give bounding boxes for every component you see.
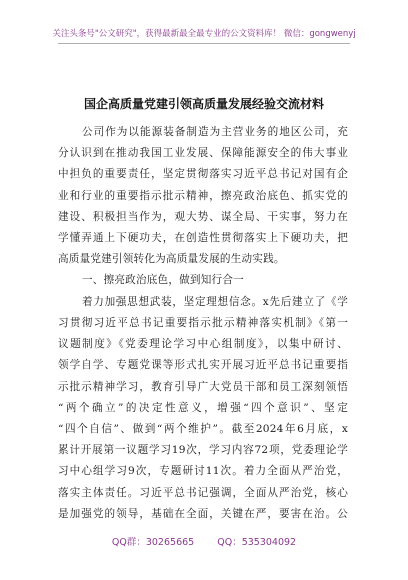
body-line: 领学自学、专题党课等形式扎实开展习近平总书记重要指 xyxy=(58,359,348,371)
body-line: 中担负的重要责任，坚定贯彻落实习近平总书记对国有企 xyxy=(58,168,348,180)
body-line: 习中心组学习9次，专题研讨11次。着力全面从严治党， xyxy=(58,465,348,477)
body-line: 建设、积极担当作为，观大势、谋全局、干实事，努力在 xyxy=(58,211,348,223)
header-divider xyxy=(58,43,350,44)
body-line: 着力加强思想武装，坚定理想信念。x先后建立了《学 xyxy=(82,296,348,308)
footer-qq-group: QQ群：30265665 xyxy=(111,537,195,548)
header-promo-note: 关注头条号"公文研究"，获得最新最全最专业的公文资料库！ 微信：gongwenyj xyxy=(52,29,356,39)
section-heading: 一、擦亮政治底色，做到知行合一 xyxy=(82,274,244,286)
document-title: 国企高质量党建引领高质量发展经验交流材料 xyxy=(83,97,324,111)
body-line: 落实主体责任。习近平总书记强调，全面从严治党，核心 xyxy=(58,487,348,499)
body-line: 业和行业的重要指示批示精神，擦亮政治底色、抓实党的 xyxy=(58,190,348,202)
body-line: 累计开展第一议题学习19次，学习内容72项，党委理论学 xyxy=(58,444,348,456)
footer-qq: QQ：535304092 xyxy=(217,537,297,548)
body-line: “两个确立”的决定性意义，增强“四个意识”、坚定 xyxy=(58,402,348,414)
body-line: 是加强党的领导，基础在全面，关键在严，要害在治。公 xyxy=(58,508,348,520)
body-line: 议题制度》《党委理论学习中心组制度》，以集中研讨、 xyxy=(58,338,348,350)
body-line: 公司作为以能源装备制造为主营业务的地区公司，充 xyxy=(82,126,348,138)
body-line: “四个自信”、做到“两个维护”。截至2024年6月底，x xyxy=(58,423,348,435)
body-line: 示批示精神学习，教育引导广大党员干部和员工深刻领悟 xyxy=(58,381,348,393)
body-line: 高质量党建引领转化为高质量发展的生动实践。 xyxy=(58,253,285,265)
body-line: 习贯彻习近平总书记重要指示批示精神落实机制》《第一 xyxy=(58,317,348,329)
body-line: 分认识到在推动我国工业发展、保障能源安全的伟大事业 xyxy=(58,147,348,159)
footer-contact xyxy=(0,534,408,548)
body-line: 学懂弄通上下硬功夫，在创造性贯彻落实上下硬功夫，把 xyxy=(58,232,348,244)
